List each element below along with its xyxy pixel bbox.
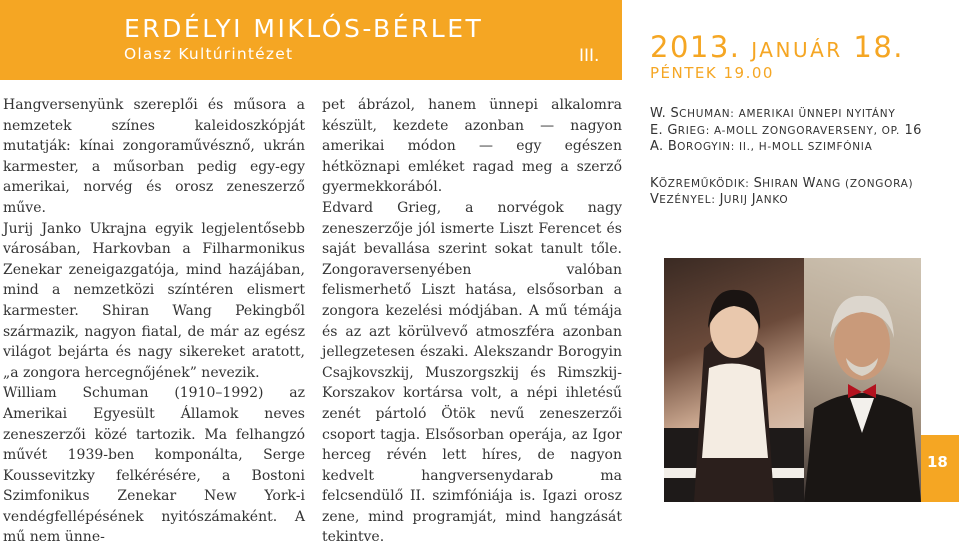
venue-subtitle: Olasz Kultúrintézet [124,45,294,63]
pianist-photo [664,258,804,502]
article-paragraph: Hangversenyünk szereplői és műsora a nemzetek színes kaleidoszkópját mutatják: kínai zongoraművésznő, ukrán karmester, a műsorban pedig egy-egy amerikai, norvég és orosz zeneszerző műve. [3,97,305,216]
conductor-photo [804,258,921,502]
article-paragraph: Edvard Grieg, a norvégok nagy zeneszerzője jól ismerte Liszt Ferencet és saját bevallása szerint sokat tanult tőle. Zongoraversenyében valóban felismerhető Liszt hatása, elsősorban a zongora kezelési módjában. A mű témája és az azt körülvevő atmoszféra azonban jellegzetesen északi. Alekszandr Borogyin Csajkovszkij, Muszorgszkij és Rimszkij-Korszakov kortársa volt, a népi ihletésű zenét pártoló Ötök nevű zeneszerzői csoport tagja. Elsősorban operája, az Igor herceg révén lett híres, de nagyon kedvelt hangversenydarab ma felcsendülő II. szimfóniája is. Igazi orosz zene, mind programját, mind hangzását tekintve. [322,199,622,546]
pianist-photo-illustration [664,258,804,502]
concert-time: PÉNTEK 19.00 [650,64,774,82]
program-item: W. SCHUMAN: AMERIKAI ÜNNEPI NYITÁNY [650,106,896,121]
series-title: ERDÉLYI MIKLÓS-BÉRLET [124,14,484,43]
concert-date [650,30,904,64]
date-year: 2013. [650,30,752,64]
conductor-line: VEZÉNYEL: JURIJ JANKO [650,192,789,207]
performer-line: KÖZREMŰKÖDIK: SHIRAN WANG (ZONGORA) [650,175,914,191]
article-paragraph: Jurij Janko Ukrajna egyik legjelentősebb városában, Harkovban a Filharmonikus Zenekar zeneigazgatója, mind hazájában, mind a nemzetközi színtéren elismert karmester. Shiran Wang Pekingből származik, nagyon fiatal, de már az egész világot bejárta és nagy sikereket aratott, „a zongora hercegnőjének” nevezik. [3,220,305,381]
program-list [650,106,940,209]
date-day: 18. [842,30,904,64]
article-paragraph: William Schuman (1910–1992) az Amerikai Egyesült Államok neves zeneszerzői közé tartozik. Ma felhangzó művét 1939-ben komponálta, Serge Koussevitzky felkérésére, a Bostoni Szimfonikus Zenekar New York-i vendégfellépésének nyitószámaként. A mű nem ünne- [3,385,305,546]
conductor-photo-illustration [804,258,921,502]
program-item: A. BOROGYIN: II., H-MOLL SZIMFÓNIA [650,139,873,154]
program-item: E. GRIEG: A-MOLL ZONGORAVERSENY, OP. 16 [650,122,922,138]
page-number: 18 [927,453,948,471]
header-banner [0,0,622,80]
date-month: JANUÁR [751,38,843,62]
article-column-1 [3,95,305,548]
article-column-2 [322,95,622,548]
article-paragraph: pet ábrázol, hanem ünnepi alkalomra készült, kezdete azonban — nagyon amerikai módon — egy egészen hétköznapi emléket ragad meg a szerző gyermekkorából. [322,97,622,196]
concert-number: III. [579,46,600,66]
